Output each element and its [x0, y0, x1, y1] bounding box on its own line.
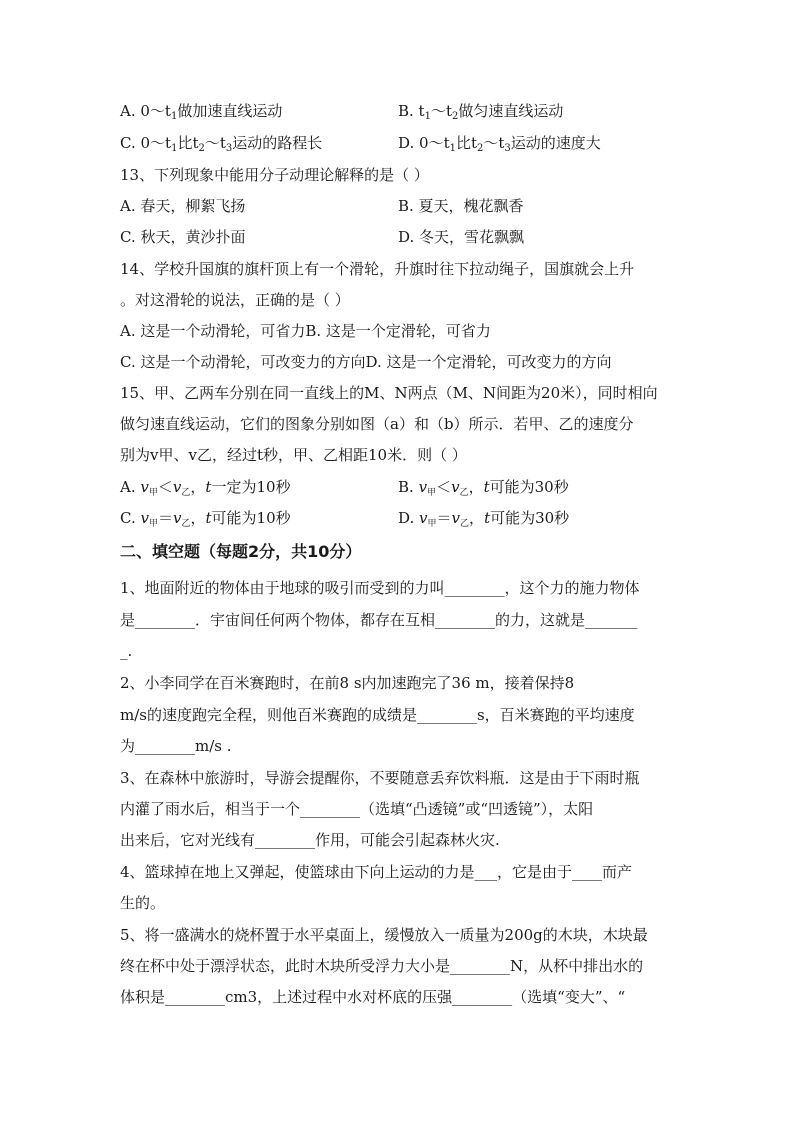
fill-q5-line-1: 5、将一盛满水的烧杯置于水平桌面上，缓慢放入一质量为200g的木块，木块最	[120, 926, 648, 944]
q13-stem: 13、下列现象中能用分子动理论解释的是（ ）	[120, 166, 429, 184]
fill-q1-line-1: 1、地面附近的物体由于地球的吸引而受到的力叫________，这个力的施力物体	[120, 579, 640, 597]
fill-q2-line-2: m/s的速度跑完全程，则他百米赛跑的成绩是________s，百米赛跑的平均速度	[120, 706, 635, 724]
q13-option-b: B. 夏天，槐花飘香	[398, 197, 524, 215]
fill-q3-line-2: 内灌了雨水后，相当于一个________（选填“凸透镜”或“凹透镜”），太阳	[120, 800, 594, 818]
q15-option-c: C. $v_甲=v_乙$，t可能为10秒	[120, 509, 291, 529]
fill-q3-line-3: 出来后，它对光线有________作用，可能会引起森林火灾.	[120, 831, 500, 849]
fill-q3-line-1: 3、在森林中旅游时，导游会提醒你，不要随意丢弃饮料瓶．这是由于下雨时瓶	[120, 769, 640, 787]
q14-stem-line-2: 。对这滑轮的说法，正确的是（ ）	[120, 291, 350, 309]
fill-q1-line-3: _.	[120, 642, 133, 660]
q12-option-b: B. $t_1\sim t_2$做匀速直线运动	[398, 102, 564, 122]
q15-option-d: D. $v_甲=v_乙$，t可能为30秒	[398, 509, 570, 529]
fill-q2-line-3: 为________m/s .	[120, 737, 232, 755]
fill-q1-line-2: 是________．宇宙间任何两个物体，都存在互相________的力，这就是_______	[120, 611, 638, 629]
q13-option-c: C. 秋天，黄沙扑面	[120, 228, 246, 246]
q13-option-d: D. 冬天，雪花飘飘	[398, 228, 525, 246]
q12-option-c: C. $0\sim t_1$比$t_2\sim t_3$运动的路程长	[120, 134, 323, 154]
q14-stem-line-1: 14、学校升国旗的旗杆顶上有一个滑轮，升旗时往下拉动绳子，国旗就会上升	[120, 260, 635, 278]
fill-q2-line-1: 2、小李同学在百米赛跑时，在前8 s内加速跑完了36 m，接着保持8	[120, 674, 575, 692]
q14-options-cd: C. 这是一个动滑轮，可改变力的方向D. 这是一个定滑轮，可改变力的方向	[120, 353, 612, 371]
q12-option-d: D. $0\sim t_1$比$t_2\sim t_3$运动的速度大	[398, 134, 601, 154]
q15-stem-line-3: 别为v甲、v乙，经过t秒，甲、乙相距10米．则（ ）	[120, 446, 467, 464]
q15-stem-line-2: 做匀速直线运动，它们的图象分别如图（a）和（b）所示．若甲、乙的速度分	[120, 415, 634, 433]
q13-option-a: A. 春天，柳絮飞扬	[120, 197, 246, 215]
fill-q4-line-2: 生的。	[120, 894, 166, 912]
q15-option-b: B. $v_甲<v_乙$，t可能为30秒	[398, 478, 569, 498]
q14-options-ab: A. 这是一个动滑轮，可省力B. 这是一个定滑轮，可省力	[120, 322, 491, 340]
q15-stem-line-1: 15、甲、乙两车分别在同一直线上的M、N两点（M、N间距为20米），同时相向	[120, 384, 658, 402]
fill-q5-line-3: 体积是________cm3，上述过程中水对杯底的压强________（选填“变大”、“	[120, 988, 626, 1006]
section-2-title: 二、填空题（每题2分，共10分）	[120, 542, 362, 561]
fill-q4-line-1: 4、篮球掉在地上又弹起，使篮球由下向上运动的力是___，它是由于____而产	[120, 863, 633, 881]
fill-q5-line-2: 终在杯中处于漂浮状态，此时木块所受浮力大小是________N，从杯中排出水的	[120, 957, 644, 975]
q12-option-a: A. $0\sim t_1$做加速直线运动	[120, 102, 283, 122]
q15-option-a: A. $v_甲<v_乙$，t一定为10秒	[120, 478, 291, 498]
